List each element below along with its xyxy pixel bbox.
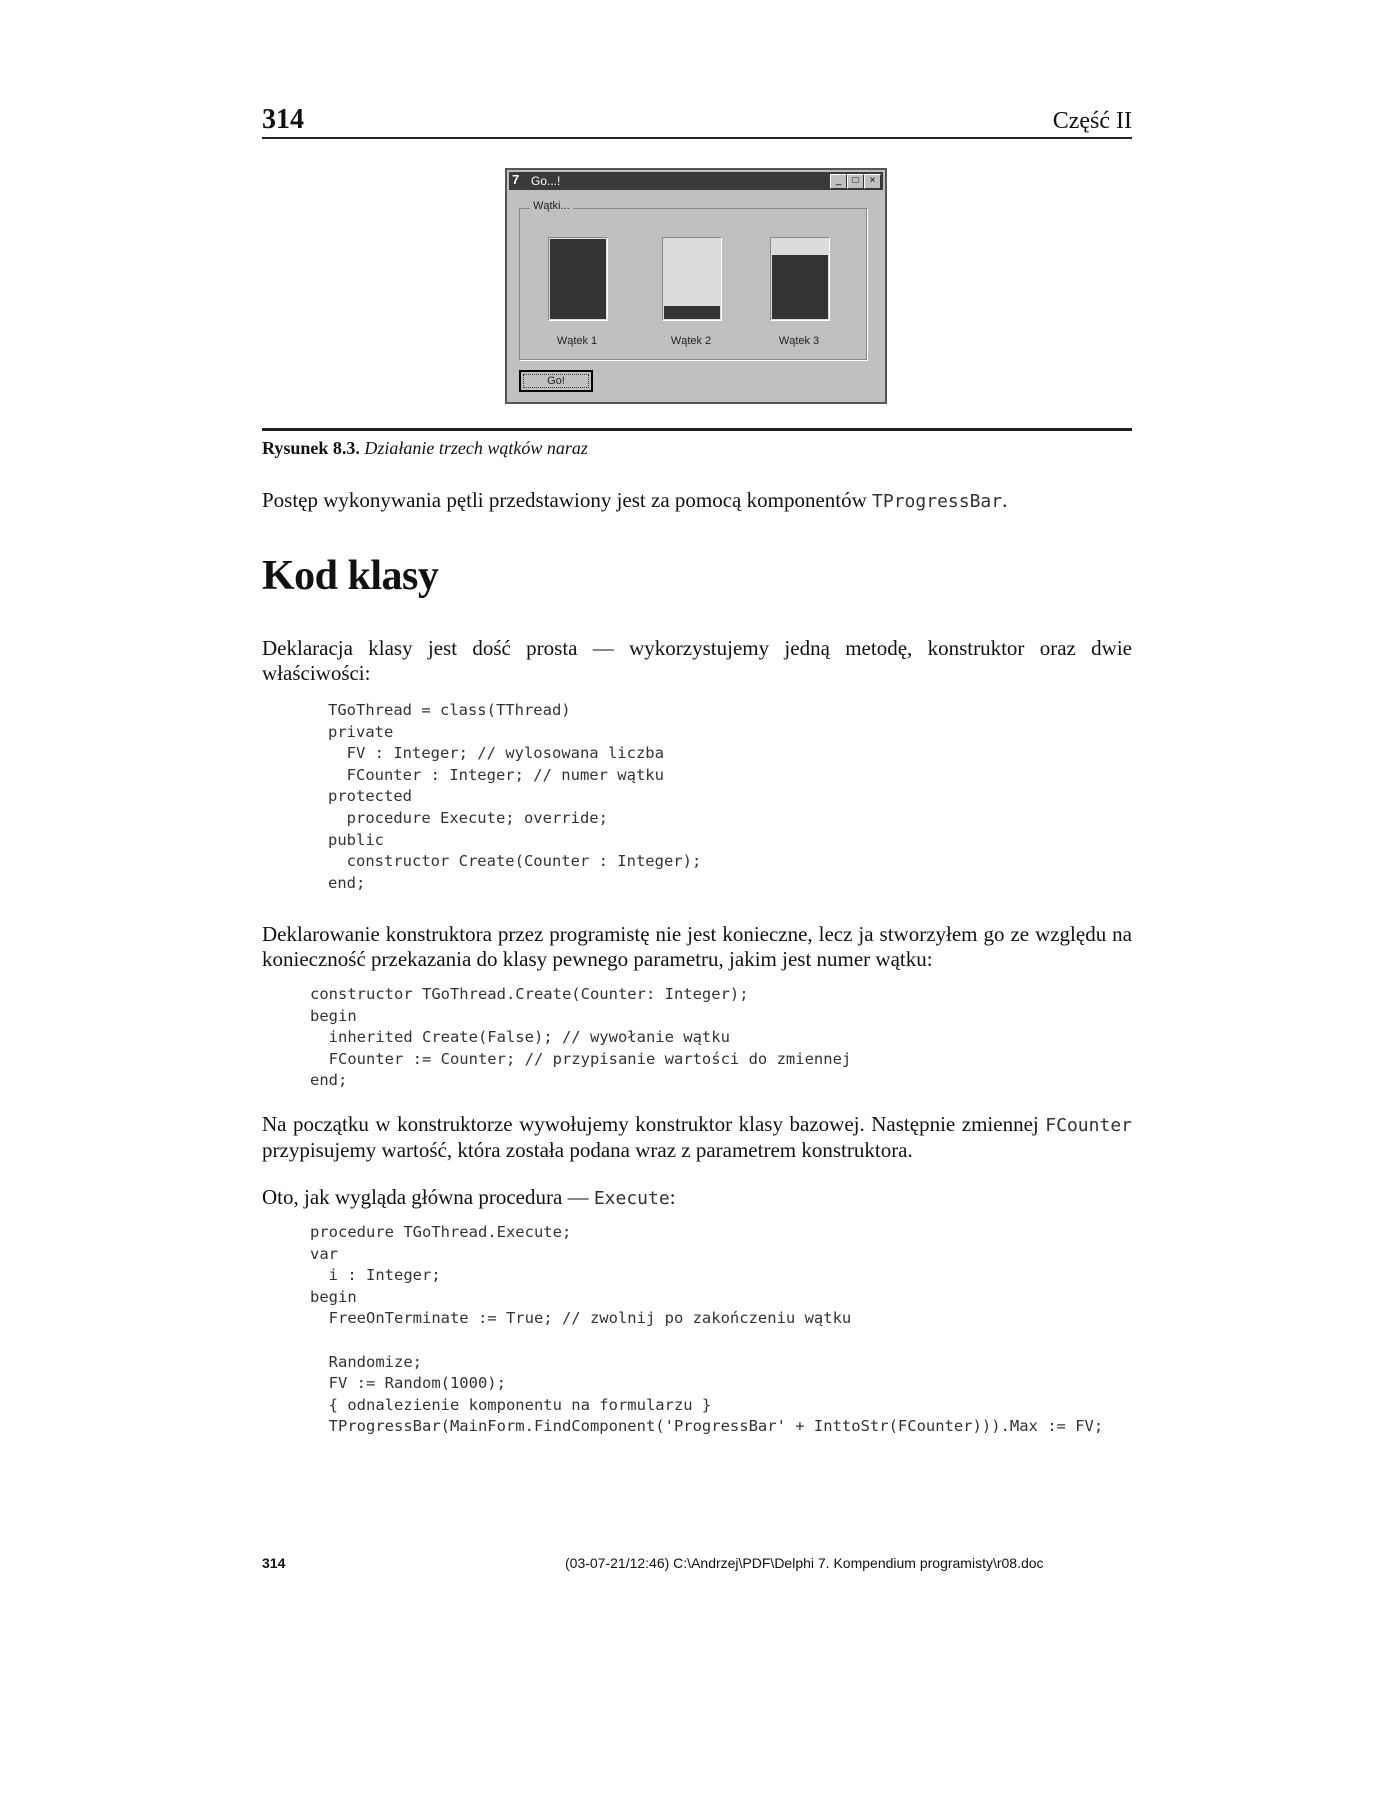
figure-rule xyxy=(262,428,1132,431)
maximize-icon[interactable]: □ xyxy=(847,174,864,189)
window-titlebar xyxy=(509,172,883,190)
paragraph-progress-text: Postęp wykonywania pętli przedstawiony jest za pomocą komponentów xyxy=(262,488,873,512)
code3-line: FV := Random(1000); xyxy=(310,1374,506,1393)
header-part-title: Część II xyxy=(1052,108,1132,134)
go-button[interactable]: Go! xyxy=(519,370,593,392)
close-icon[interactable]: × xyxy=(864,174,881,189)
progress-label-3: Wątek 3 xyxy=(778,335,820,347)
code1-line: public xyxy=(328,830,384,849)
progress-label-1: Wątek 1 xyxy=(556,335,598,347)
figure-caption-text: Działanie trzech wątków naraz xyxy=(364,438,588,458)
paragraph-base-constructor xyxy=(262,1112,1132,1163)
section-heading: Kod klasy xyxy=(262,553,439,599)
code1-line: procedure Execute; override; xyxy=(328,808,608,827)
figure-caption xyxy=(262,438,588,459)
footer-file-path: (03-07-21/12:46) C:\Andrzej\PDF\Delphi 7. Kompendium programisty\r08.doc xyxy=(565,1555,1044,1571)
progress-label-2: Wątek 2 xyxy=(670,335,712,347)
inline-code-execute: Execute xyxy=(593,1188,670,1209)
app-icon: 7 xyxy=(512,172,520,187)
paragraph-progress-end: . xyxy=(1002,488,1008,512)
threads-groupbox xyxy=(519,200,867,360)
progress-bar-2 xyxy=(662,237,722,321)
progress-bar-3 xyxy=(770,237,830,321)
paragraph-base-text-a: Na początku w konstruktorze wywołujemy konstruktor klasy bazowej. Następnie zmiennej xyxy=(262,1112,1046,1136)
code3-line: begin xyxy=(310,1287,357,1306)
header-page-number: 314 xyxy=(262,104,304,135)
code2-line: constructor TGoThread.Create(Counter: Integer); xyxy=(310,985,749,1003)
progress-fill-2 xyxy=(664,306,720,319)
code2-line: FCounter := Counter; // przypisanie wartości do zmiennej xyxy=(310,1049,852,1068)
code-block-execute xyxy=(310,1222,1103,1438)
code3-line: { odnalezienie komponentu na formularzu } xyxy=(310,1395,712,1414)
code1-line: constructor Create(Counter : Integer); xyxy=(328,852,702,871)
code3-line: Randomize; xyxy=(310,1352,422,1371)
code-block-class-declaration xyxy=(328,700,701,894)
header-rule xyxy=(262,137,1132,139)
code1-line: FCounter : Integer; // numer wątku xyxy=(328,765,664,784)
inline-code-tprogressbar: TProgressBar xyxy=(872,491,1003,512)
progress-fill-1 xyxy=(550,239,606,319)
code2-line: begin xyxy=(310,1006,357,1025)
paragraph-execute-text: Oto, jak wygląda główna procedura — xyxy=(262,1185,594,1209)
code1-line: TGoThread = class(TThread) xyxy=(328,701,571,719)
code3-line: procedure TGoThread.Execute; xyxy=(310,1223,572,1241)
code3-line: i : Integer; xyxy=(310,1266,441,1285)
code3-line: FreeOnTerminate := True; // zwolnij po zakończeniu wątku xyxy=(310,1309,852,1328)
paragraph-execute-intro xyxy=(262,1185,1132,1211)
code2-line: inherited Create(False); // wywołanie wątku xyxy=(310,1028,730,1047)
code1-line: private xyxy=(328,722,394,741)
figure-caption-number: Rysunek 8.3. xyxy=(262,438,360,458)
code1-line: FV : Integer; // wylosowana liczba xyxy=(328,744,664,763)
minimize-icon[interactable]: _ xyxy=(830,174,847,189)
window-title: Go...! xyxy=(531,174,561,188)
progress-fill-3 xyxy=(772,255,828,319)
groupbox-label: Wątki... xyxy=(530,200,573,212)
code-block-constructor xyxy=(310,984,851,1092)
paragraph-progress xyxy=(262,488,1132,514)
code2-line: end; xyxy=(310,1071,348,1090)
code3-line: var xyxy=(310,1244,338,1263)
code1-line: protected xyxy=(328,787,412,806)
progress-bar-1 xyxy=(548,237,608,321)
paragraph-constructor: Deklarowanie konstruktora przez programistę nie jest konieczne, lecz ja stworzyłem go ze względu na konieczność przekazania do klasy pewnego parametru, jakim jest numer wątku: xyxy=(262,922,1132,971)
paragraph-execute-end: : xyxy=(669,1185,676,1209)
inline-code-fcounter: FCounter xyxy=(1045,1115,1132,1136)
figure-window-screenshot xyxy=(505,168,887,404)
code3-line: TProgressBar(MainForm.FindComponent('ProgressBar' + InttoStr(FCounter))).Max := FV; xyxy=(310,1417,1104,1436)
code1-line: end; xyxy=(328,873,366,892)
footer-page-number: 314 xyxy=(262,1555,286,1571)
paragraph-base-text-b: przypisujemy wartość, która została podana wraz z parametrem konstruktora. xyxy=(262,1138,913,1162)
paragraph-declaration: Deklaracja klasy jest dość prosta — wykorzystujemy jedną metodę, konstruktor oraz dwie właściwości: xyxy=(262,636,1132,685)
